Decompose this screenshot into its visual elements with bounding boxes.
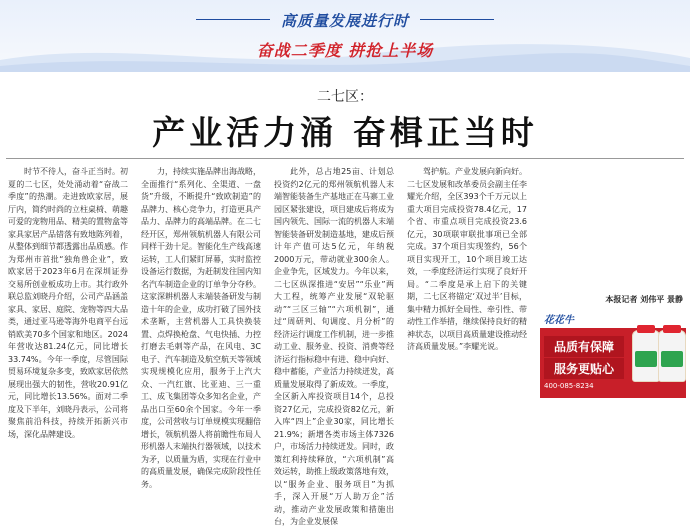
- article-byline: 本报记者 刘伟平 景静: [605, 295, 683, 304]
- ad-slogan-2: 服务更贴心: [544, 358, 624, 379]
- ad-slogan-1: 品质有保障: [544, 336, 624, 357]
- column-text: 时节不待人，奋斗正当时。初夏的二七区，处处涌动着“奋战二季度”的热潮。走进致欧家居，展厅内，简约时尚的立柱桌椅、萌趣可爱的宠物用品、精美的置物盒等家具家居产品错落有致地陈列着，从整体到细节都透露出品质感。作为郑州市首批“独角兽企业”，致欧家居于2023年6月在深圳证券交易所创业板成功上市。其行政外联总监刘晓丹介绍，公司产品涵盖家具、家居、庭院、宠物等四大品类，通过亚马逊等海外电商平台远销欧美70多个国家和地区。2024年营收达81.24亿元，同比增长33.74%。今年一季度，尽管国际贸易环境复杂多变，致欧家居依然展现出强大的韧性，营收20.91亿元，同比增长13.56%。面对二季度及下半年，刘晓丹表示，公司将聚焦前沿科技，持续开拓新兴市场，深化品牌建设。: [8, 167, 128, 439]
- article-column-2: [141, 166, 261, 489]
- column-text: 力，持续实施品牌出海战略，全面推行“系列化、全渠道、一盘货”升级，不断提升“致欧制造”的品牌力、核心竞争力，打造更具产品力、品牌力的高端品牌。在二七经开区，郑州领航机器人有限公司同样干劲十足。智能化生产线高速运转，工人们紧盯屏幕，实时监控设备运行数据，为赶制发往国内知名汽车制造企业的订单争分夺秒。这家深耕机器人末端装备研发与制造十年的企业，成功打破了国外技术垄断，主营机器人工具快换装置、点焊换枪盘、气电快插、力控打磨去毛刺等产品，在风电、3C电子、汽车制造及航空航天等领域实现规模化应用，服务于上汽大众、一汽红旗、比亚迪、三一重工、成飞集团等众多知名企业，产品出口至60余个国家。今年一季度，公司营收与订单规模实现翻倍增长，领航机器人将前瞻性布局人形机器人末端执行器领域，以技术为矛，以质量为盾，实现在行业中的高质量发展，确保完成阶段性任务。: [141, 167, 261, 489]
- ad-hotline: 400-085-8234: [544, 382, 594, 390]
- column-text: 此外，总占地25亩、计划总投资约2亿元的郑州领航机器人末端智能装备生产基地正在马寨工业园区紧张建设，项目建成后将成为国内领先、国际一流的机器人末端智能装备研发制造基地，建成后预计年产值可达5亿元，年纳税2000万元，带动就业300余人。企业争先，区域发力。今年以来，二七区纵深推进“安居”“乐业”两大工程，统筹产业发展“双轮驱动”“三区三轴”“六项机制”，通过“周研判、旬调度、月分析”的经济运行调度工作机制，进一步推动工业、服务业、投资、消费等经济运行指标稳中有进、稳中向好、稳中蓄能，产业活力持续迸发，高质量发展取得了新成效。一季度，全区新入库投资项目14个，总投资27亿元，完成投资82亿元，新入库“四上”企业30家，同比增长21.9%；新增各类市场主体7326户，市场活力持续迸发。同时，政策红利持续释放，“六项机制”高效运转，助推上级政策落地有效，以“服务企业、服务项目”为抓手，深入开展“万人助万企”活动，推动产业发展政策和措施出台，为企业发展保: [274, 167, 394, 526]
- headline-divider: [6, 158, 684, 159]
- ad-brand-logo: 花花牛: [544, 315, 574, 326]
- section-subtitle: 奋战二季度 拼抢上半场: [256, 41, 434, 60]
- milk-bottle-icon: [632, 330, 660, 382]
- article-column-4: [407, 166, 527, 398]
- milk-bottle-icon: [658, 330, 686, 382]
- article-column-1: [8, 166, 128, 439]
- article-column-3: [274, 166, 394, 526]
- section-kicker: 高质量发展进行时: [280, 12, 409, 30]
- header-banner: [0, 0, 690, 72]
- article-headline: 产业活力涌 奋楫正当时: [152, 113, 538, 152]
- advertisement: [540, 308, 686, 398]
- headline-deck: 二七区：: [317, 89, 373, 105]
- column-text: 驾护航。产业发展向新向好。二七区发展和改革委员会副主任李耀光介绍，全区393个千万元以上重大项目完成投资78.4亿元，17个省、市重点项目完成投资23.6亿元，30项联审联批事项已全部完成。37个项目实现签约，56个项目实现开工，10个项目竣工达效，一季度经济运行实现了良好开局。“二季度是承上启下的关键期，二七区将锚定‘双过半’目标，集中精力抓好全局性、牵引性、带动性工作举措，继续保持良好的精神状态，以项目高质量建设推动经济高质量发展。”李耀光说。: [407, 167, 527, 351]
